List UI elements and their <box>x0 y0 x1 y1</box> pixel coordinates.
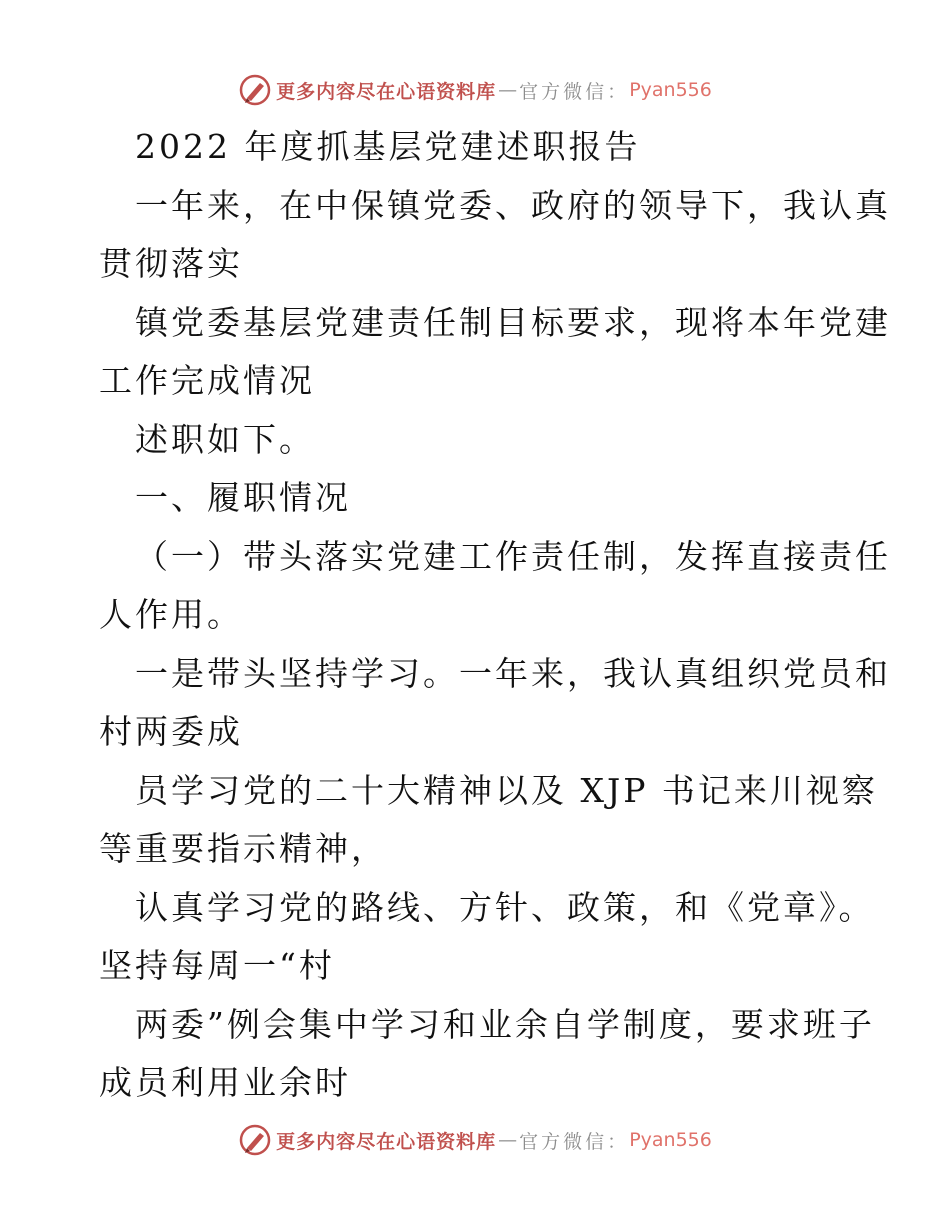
document-line: 成员利用业余时 <box>99 1063 351 1102</box>
document-line: （一）带头落实党建工作责任制，发挥直接责任 <box>135 536 891 576</box>
document-line: 人作用。 <box>99 595 243 634</box>
footer-watermark-banner <box>0 1120 950 1160</box>
banner-separator: — <box>498 1129 518 1151</box>
document-line: 等重要指示精神， <box>99 829 387 868</box>
document-line: 贯彻落实 <box>99 244 243 283</box>
document-line: 坚持每周一“村 <box>99 946 335 985</box>
pen-circle-logo-icon <box>238 1123 272 1157</box>
document-line: 两委”例会集中学习和业余自学制度，要求班子 <box>135 1004 875 1044</box>
document-line: 工作完成情况 <box>99 361 315 400</box>
document-line: 村两委成 <box>99 712 243 751</box>
document-line: 员学习党的二十大精神以及 XJP 书记来川视察 <box>135 770 878 810</box>
banner-wechat-id: Pyan556 <box>629 1129 712 1151</box>
document-line: 述职如下。 <box>135 419 315 459</box>
banner-main-text: 更多内容尽在心语资料库 <box>276 1130 497 1153</box>
document-line: 2022 年度抓基层党建述职报告 <box>135 127 641 166</box>
document-body <box>99 118 891 1113</box>
banner-separator: — <box>498 79 518 101</box>
document-line: 镇党委基层党建责任制目标要求，现将本年党建 <box>135 302 891 342</box>
document-line: 一年来，在中保镇党委、政府的领导下，我认真 <box>135 185 891 225</box>
banner-main-text: 更多内容尽在心语资料库 <box>276 80 497 103</box>
header-watermark-banner <box>0 70 950 110</box>
banner-official-label: 官方微信： <box>519 1130 630 1153</box>
document-line: 一是带头坚持学习。一年来，我认真组织党员和 <box>135 653 891 693</box>
document-line: 一、履职情况 <box>135 478 351 517</box>
banner-official-label: 官方微信： <box>519 80 630 103</box>
document-line: 认真学习党的路线、方针、政策，和《党章》。 <box>135 887 875 927</box>
pen-circle-logo-icon <box>238 73 272 107</box>
banner-wechat-id: Pyan556 <box>629 79 712 101</box>
